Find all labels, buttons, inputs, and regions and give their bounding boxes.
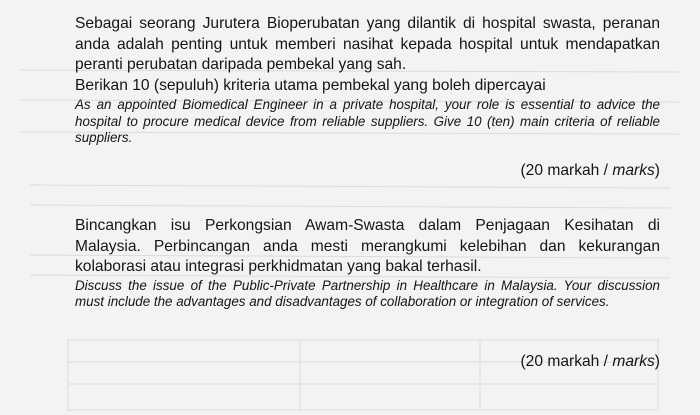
question-1-marks-en: marks: [612, 162, 655, 179]
question-1-malay-text: Sebagai seorang Jurutera Bioperubatan yang dilantik di hospital swasta, peranan anda adalah penting untuk memberi nasihat kepada hospital untuk mendapatkan peranti perubatan daripada pembekal yang sah.: [75, 15, 660, 73]
question-2-marks-en: marks: [612, 353, 655, 370]
question-1-malay-instruction: Berikan 10 (sepuluh) kriteria utama pembekal yang boleh dipercayai: [75, 76, 546, 94]
question-1-marks: [520, 161, 660, 181]
question-2: [75, 216, 660, 311]
question-1-english-text: As an appointed Biomedical Engineer in a private hospital, your role is essential to advice the hospital to procure medical device from reliable suppliers. Give 10 (ten) main criteria of reliable suppliers.: [75, 97, 660, 146]
question-1: [75, 14, 660, 147]
question-2-marks-open: (20 markah /: [520, 353, 613, 370]
question-2-english-text: Discuss the issue of the Public-Private Partnership in Healthcare in Malaysia. Your discussion must include the advantages and disadvantages of collaboration or integration of services.: [75, 277, 660, 310]
question-1-marks-open: (20 markah /: [520, 162, 613, 179]
question-1-marks-close: ): [654, 162, 660, 179]
question-2-marks: [520, 352, 660, 372]
question-2-marks-close: ): [654, 353, 660, 370]
question-2-malay-text: Bincangkan isu Perkongsian Awam-Swasta dalam Penjagaan Kesihatan di Malaysia. Perbincangan anda mesti merangkumi kelebihan dan kekurangan kolaborasi atau integrasi perkhidmatan yang bakal terhasil.: [75, 217, 660, 275]
